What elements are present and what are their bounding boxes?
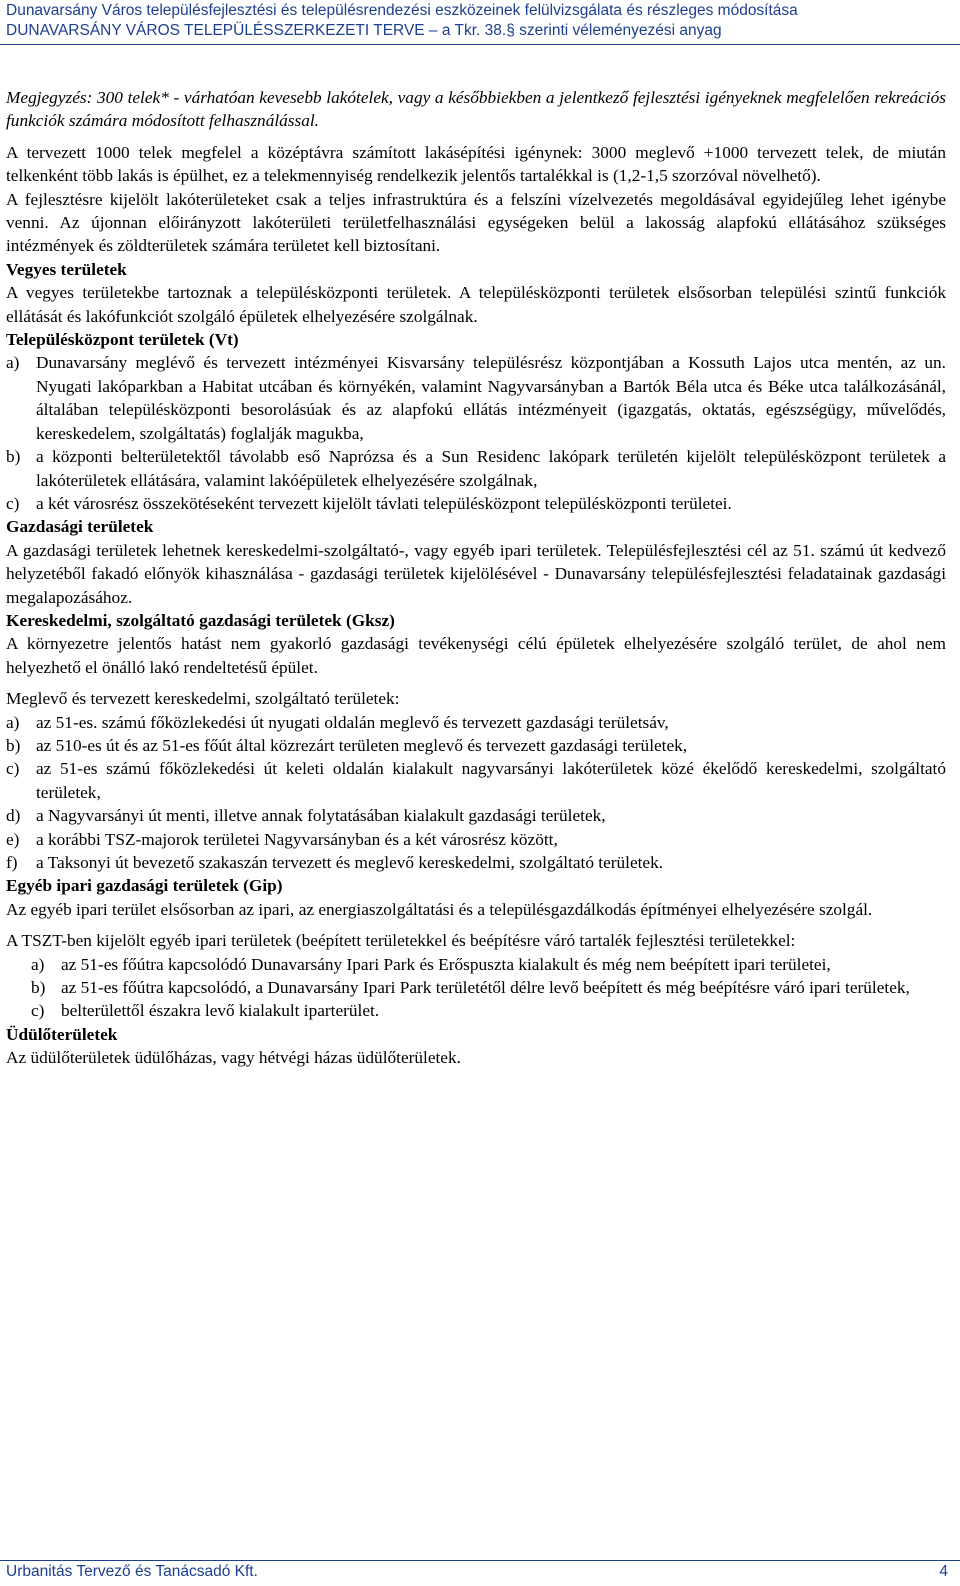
paragraph: A TSZT-ben kijelölt egyéb ipari területek (beépített területekkel és beépítésre váró tartalék fejlesztési területekkel: xyxy=(6,931,796,951)
header-title: Dunavarsány Város településfejlesztési és településrendezési eszközeinek felülvizsgálata és részleges módosítása xyxy=(6,2,798,19)
page-footer xyxy=(0,1560,960,1586)
list-text: a központi belterületektől távolabb eső Naprózsa és a Sun Residenc lakópark területén kijelölt településközpont területek a lakóterületek ellátására, valamint lakóépületek elhelyezésére szolgálnak, xyxy=(36,447,946,490)
list-label: e) xyxy=(6,829,20,849)
list-label: f) xyxy=(6,853,18,872)
list-item xyxy=(6,351,946,445)
list-text: a korábbi TSZ-majorok területei Nagyvarsányban és a két városrész között, xyxy=(36,829,558,849)
list-item xyxy=(6,445,946,492)
paragraph: A fejlesztésre kijelölt lakóterületeket csak a teljes infrastruktúra és a felszíni vízelvezetés megoldásával egyidejűleg lehet igénybe venni. Az újonnan előirányzott lakóterületi területfelhasználási egységeken belül a lakosság alapfokú ellátásához szükséges intézmények és zöldterületek számára területet kell biztosítani. xyxy=(6,189,946,256)
document-body xyxy=(6,86,946,1070)
section-heading: Kereskedelmi, szolgáltató gazdasági területek (Gksz) xyxy=(6,610,395,630)
list-text: az 51-es számú főközlekedési út keleti oldalán kialakult nagyvarsányi lakóterületek közé ékelődő kereskedelmi, szolgáltató területek, xyxy=(36,759,946,802)
paragraph: A gazdasági területek lehetnek kereskedelmi-szolgáltató-, vagy egyéb ipari területek. Településfejlesztési cél az 51. számú út kedvező helyzetéből fakadó előnyök kihasználása - gazdasági területek kijelölésével - Dunavarsány településfejlesztési feladatainak gazdasági megalapozásához. xyxy=(6,540,946,607)
list-item xyxy=(6,711,946,734)
list-text: a két városrész összekötéseként tervezett kijelölt távlati településközpont településközponti területei. xyxy=(36,493,732,513)
paragraph: Meglevő és tervezett kereskedelmi, szolgáltató területek: xyxy=(6,689,400,709)
note-paragraph: Megjegyzés: 300 telek* - várhatóan kevesebb lakótelek, vagy a későbbiekben a jelentkező fejlesztési igényeknek megfelelően rekreációs funkciók számára módosított felhasználással. xyxy=(6,88,946,131)
list-label: c) xyxy=(31,1001,45,1021)
list-item xyxy=(6,757,946,804)
list-item xyxy=(6,953,946,976)
list-label: b) xyxy=(31,978,46,998)
list-item xyxy=(6,976,946,999)
list-text: belterülettől északra levő kialakult iparterület. xyxy=(61,1001,380,1021)
list-item xyxy=(6,734,946,757)
list-item xyxy=(6,492,946,515)
paragraph: A vegyes területekbe tartoznak a településközponti területek. A településközponti területek elsősorban települési szintű funkciók ellátását és lakófunkciót szolgáló épületek elhelyezésére szolgálnak. xyxy=(6,283,946,326)
list-text: Dunavarsány meglévő és tervezett intézményei Kisvarsány településrész központjában a Kossuth Lajos utca mentén, az un. Nyugati lakóparkban a Habitat utcában és környékén, valamint Nagyvarsányban a Bartók Béla utca és Béke utca találkozásánál, általában településközponti besorolásúak és az alapfokú ellátás intézményeit (igazgatás, oktatás, egészségügy, művelődés, kereskedelem, szolgáltatás) foglalják magukba, xyxy=(36,353,946,443)
list-label: b) xyxy=(6,447,21,467)
list-label: c) xyxy=(6,493,20,513)
list-label: a) xyxy=(6,353,20,373)
list-item xyxy=(6,851,946,874)
list-label: b) xyxy=(6,735,21,755)
list-text: az 51-es főútra kapcsolódó Dunavarsány Ipari Park és Erőspuszta kialakult és még nem beépített ipari területei, xyxy=(61,954,831,974)
section-heading: Vegyes területek xyxy=(6,259,127,279)
paragraph: Az üdülőterületek üdülőházas, vagy hétvégi házas üdülőterületek. xyxy=(6,1048,461,1068)
paragraph: A tervezett 1000 telek megfelel a középtávra számított lakásépítési igénynek: 3000 meglevő +1000 tervezett telek, de miután telkenként több lakás is épülhet, ez a telekmennyiség rendelkezik jelentős tartalékkal is (1,2-1,5 szorzóval növelhető). xyxy=(6,142,946,186)
list-text: a Taksonyi út bevezető szakaszán tervezett és meglevő kereskedelmi, szolgáltató területek. xyxy=(36,853,664,872)
header-subtitle: DUNAVARSÁNY VÁROS TELEPÜLÉSSZERKEZETI TERVE – a Tkr. 38.§ szerinti véleményezési anyag xyxy=(6,22,722,39)
section-heading: Üdülőterületek xyxy=(6,1024,118,1044)
list-label: c) xyxy=(6,759,20,779)
list-label: d) xyxy=(6,806,21,826)
list-item xyxy=(6,999,946,1022)
list-text: a Nagyvarsányi út menti, illetve annak folytatásában kialakult gazdasági területek, xyxy=(36,806,606,826)
list-text: az 510-es út és az 51-es főút által közrezárt területen meglevő és tervezett gazdasági területek, xyxy=(36,735,688,755)
paragraph: A környezetre jelentős hatást nem gyakorló gazdasági tevékenységi célú épületek elhelyezésére szolgáló terület, de ahol nem helyezhető el önálló lakó rendeltetésű épület. xyxy=(6,634,946,677)
list-item xyxy=(6,804,946,827)
page-number: 4 xyxy=(939,1563,948,1580)
section-heading: Gazdasági területek xyxy=(6,517,154,537)
section-heading: Településközpont területek (Vt) xyxy=(6,330,239,350)
page-header xyxy=(0,0,960,45)
list-item xyxy=(6,828,946,851)
paragraph: Az egyéb ipari terület elsősorban az ipari, az energiaszolgáltatási és a településgazdálkodás építményei elhelyezésére szolgál. xyxy=(6,899,873,919)
list-label: a) xyxy=(31,954,45,974)
list-text: az 51-es. számú főközlekedési út nyugati oldalán meglevő és tervezett gazdasági területsáv, xyxy=(36,712,669,732)
list-label: a) xyxy=(6,712,20,732)
footer-company: Urbanitás Tervező és Tanácsadó Kft. xyxy=(6,1563,258,1580)
list-text: az 51-es főútra kapcsolódó, a Dunavarsány Ipari Park területétől délre levő beépített és még beépítésre váró ipari területek, xyxy=(61,978,910,998)
section-heading: Egyéb ipari gazdasági területek (Gip) xyxy=(6,876,283,896)
